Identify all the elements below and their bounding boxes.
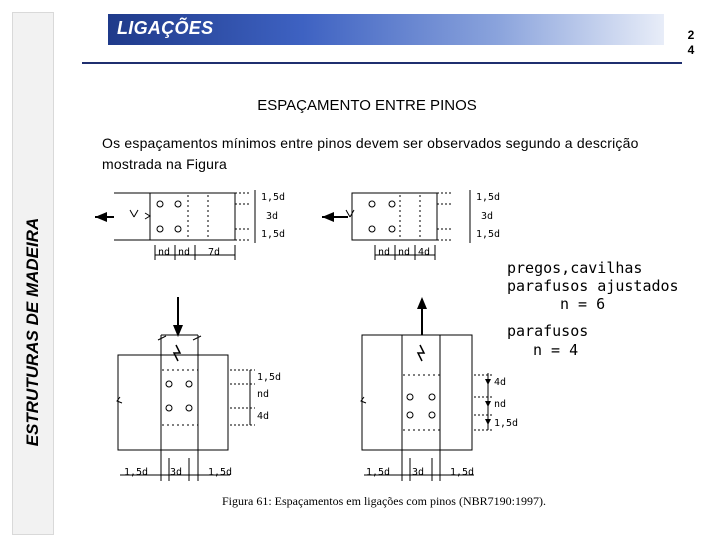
slide-number-digit: 4 (687, 43, 695, 57)
dim-label: nd (158, 247, 171, 258)
dim-label: nd (178, 247, 191, 258)
dim-label: nd (257, 389, 270, 400)
spacing-diagram (90, 185, 700, 515)
header-title: LIGAÇÕES (117, 18, 214, 38)
dim-label: nd (398, 247, 411, 258)
dim-label: 4d (494, 377, 507, 388)
legend-line: parafusos (507, 322, 589, 340)
body-text: Os espaçamentos mínimos entre pinos devem ser observados segundo a descrição mostrada na Figura (102, 135, 639, 172)
bottom-right-joint (361, 297, 518, 481)
dim-label: 3d (481, 211, 494, 222)
dim-label: 1,5d (257, 372, 282, 383)
dim-label: nd (494, 399, 507, 410)
dim-label: 1,5d (124, 467, 149, 478)
legend-line: pregos,cavilhas (507, 259, 643, 277)
dim-label: 1,5d (366, 467, 391, 478)
dim-label: 1,5d (261, 192, 286, 203)
dim-label: 3d (412, 467, 425, 478)
legend (507, 259, 679, 359)
bottom-left-joint (117, 297, 281, 481)
slide-number-digit: 2 (687, 28, 695, 42)
figure-caption: Figura 61: Espaçamentos em ligações com pinos (NBR7190:1997). (222, 494, 546, 508)
side-title: ESTRUTURAS DE MADEIRA (23, 217, 42, 447)
dim-label: 1,5d (476, 192, 501, 203)
dim-label: 1,5d (450, 467, 475, 478)
dim-label: 1,5d (476, 229, 501, 240)
spacing-figure (90, 185, 700, 515)
dim-label: 1,5d (261, 229, 286, 240)
section-title: ESPAÇAMENTO ENTRE PINOS (257, 97, 477, 114)
dim-label: 4d (418, 247, 431, 258)
dim-label: 3d (170, 467, 183, 478)
dim-label: 1,5d (494, 418, 519, 429)
dim-label: 1,5d (208, 467, 233, 478)
header-bar (108, 14, 664, 45)
dim-label: nd (378, 247, 391, 258)
dim-label: 3d (266, 211, 279, 222)
slide-number (685, 28, 697, 58)
legend-line: n = 6 (560, 295, 606, 313)
dim-label: 4d (257, 411, 270, 422)
legend-line: parafusos ajustados (507, 277, 679, 295)
top-right-joint (322, 190, 500, 260)
top-left-joint (95, 190, 285, 260)
legend-line: n = 4 (533, 341, 579, 359)
dim-label: 7d (208, 247, 221, 258)
header-divider (82, 62, 682, 64)
